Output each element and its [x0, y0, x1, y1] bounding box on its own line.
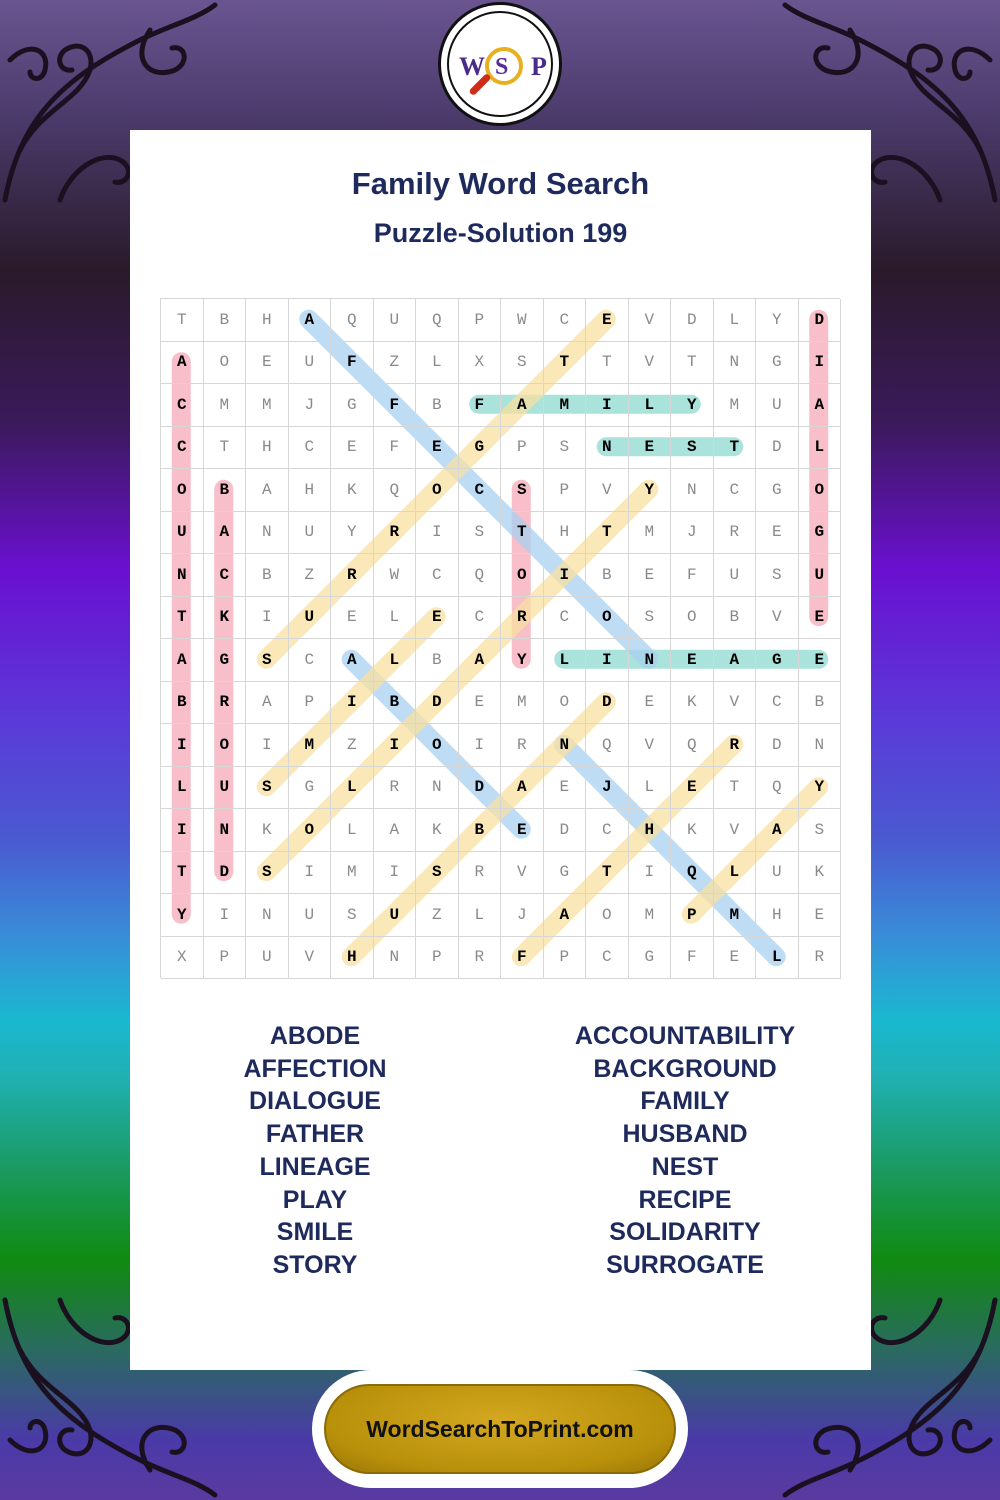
grid-cell: E: [671, 767, 714, 810]
grid-cell: F: [671, 937, 714, 980]
grid-cell: E: [459, 682, 502, 725]
grid-cell: U: [374, 894, 417, 937]
grid-cell: Y: [799, 767, 842, 810]
grid-cell: A: [246, 469, 289, 512]
grid-cell: L: [714, 852, 757, 895]
grid-cell: Y: [629, 469, 672, 512]
grid-cell: P: [544, 937, 587, 980]
grid-cell: V: [756, 597, 799, 640]
grid-cell: E: [799, 894, 842, 937]
word-list-right: [500, 1020, 870, 1282]
grid-cell: S: [671, 427, 714, 470]
grid-cell: B: [204, 299, 247, 342]
grid-cell: I: [161, 809, 204, 852]
grid-cell: T: [161, 597, 204, 640]
grid-cell: C: [204, 554, 247, 597]
grid-cell: K: [671, 682, 714, 725]
grid-cell: K: [799, 852, 842, 895]
grid-cell: Y: [671, 384, 714, 427]
grid-cell: Y: [161, 894, 204, 937]
grid-cell: N: [161, 554, 204, 597]
grid-cell: I: [586, 384, 629, 427]
grid-cell: S: [629, 597, 672, 640]
grid-cell: C: [161, 427, 204, 470]
grid-cell: O: [544, 682, 587, 725]
grid-cell: Q: [374, 469, 417, 512]
grid-cell: T: [544, 342, 587, 385]
grid-cell: U: [161, 512, 204, 555]
grid-cell: Z: [416, 894, 459, 937]
grid-cell: F: [501, 937, 544, 980]
grid-cell: E: [756, 512, 799, 555]
letter-cells: [160, 298, 840, 978]
grid-cell: L: [331, 809, 374, 852]
grid-cell: N: [671, 469, 714, 512]
grid-cell: T: [586, 342, 629, 385]
grid-cell: G: [331, 384, 374, 427]
grid-cell: Q: [331, 299, 374, 342]
grid-cell: E: [714, 937, 757, 980]
grid-cell: U: [799, 554, 842, 597]
grid-cell: E: [246, 342, 289, 385]
grid-cell: C: [289, 427, 332, 470]
grid-cell: U: [289, 894, 332, 937]
grid-cell: L: [799, 427, 842, 470]
grid-cell: Q: [586, 724, 629, 767]
grid-cell: V: [629, 724, 672, 767]
grid-cell: G: [289, 767, 332, 810]
grid-cell: E: [799, 639, 842, 682]
grid-cell: C: [289, 639, 332, 682]
grid-cell: I: [246, 724, 289, 767]
word-item: NEST: [651, 1152, 719, 1181]
grid-cell: V: [586, 469, 629, 512]
grid-cell: G: [756, 639, 799, 682]
grid-cell: C: [161, 384, 204, 427]
grid-cell: E: [416, 427, 459, 470]
grid-cell: G: [629, 937, 672, 980]
grid-cell: Q: [671, 724, 714, 767]
word-item: HUSBAND: [622, 1120, 748, 1149]
grid-cell: Z: [374, 342, 417, 385]
grid-cell: W: [501, 299, 544, 342]
grid-cell: I: [544, 554, 587, 597]
grid-cell: U: [204, 767, 247, 810]
grid-cell: R: [374, 512, 417, 555]
word-item: SOLIDARITY: [609, 1218, 761, 1247]
grid-cell: G: [204, 639, 247, 682]
grid-cell: S: [501, 342, 544, 385]
grid-cell: N: [586, 427, 629, 470]
grid-cell: I: [161, 724, 204, 767]
grid-cell: Q: [756, 767, 799, 810]
grid-cell: E: [629, 682, 672, 725]
grid-cell: M: [501, 682, 544, 725]
word-item: DIALOGUE: [249, 1087, 381, 1116]
grid-cell: N: [544, 724, 587, 767]
grid-cell: I: [246, 597, 289, 640]
grid-cell: P: [671, 894, 714, 937]
grid-cell: G: [756, 342, 799, 385]
word-item: ACCOUNTABILITY: [574, 1022, 796, 1050]
grid-cell: J: [586, 767, 629, 810]
grid-cell: L: [416, 342, 459, 385]
grid-cell: E: [629, 554, 672, 597]
grid-cell: T: [714, 427, 757, 470]
grid-cell: O: [586, 597, 629, 640]
grid-cell: A: [501, 767, 544, 810]
grid-cell: S: [501, 469, 544, 512]
word-item: SMILE: [276, 1218, 354, 1247]
grid-cell: W: [374, 554, 417, 597]
grid-cell: A: [714, 639, 757, 682]
grid-cell: D: [416, 682, 459, 725]
word-item: PLAY: [282, 1185, 348, 1214]
grid-cell: U: [756, 384, 799, 427]
grid-cell: H: [544, 512, 587, 555]
grid-cell: V: [714, 682, 757, 725]
grid-cell: M: [714, 384, 757, 427]
grid-cell: C: [416, 554, 459, 597]
grid-cell: S: [544, 427, 587, 470]
grid-cell: G: [799, 512, 842, 555]
grid-cell: T: [501, 512, 544, 555]
grid-cell: D: [544, 809, 587, 852]
grid-cell: B: [204, 469, 247, 512]
grid-cell: R: [501, 597, 544, 640]
grid-cell: R: [714, 724, 757, 767]
word-item: ABODE: [269, 1022, 361, 1050]
word-item: STORY: [272, 1250, 358, 1279]
grid-cell: C: [756, 682, 799, 725]
grid-cell: I: [204, 894, 247, 937]
grid-cell: N: [629, 639, 672, 682]
word-item: FAMILY: [640, 1087, 730, 1116]
grid-cell: U: [374, 299, 417, 342]
grid-cell: B: [799, 682, 842, 725]
grid-cell: C: [544, 597, 587, 640]
grid-cell: F: [331, 342, 374, 385]
grid-cell: Q: [459, 554, 502, 597]
site-link-button[interactable]: WordSearchToPrint.com: [324, 1384, 676, 1474]
grid-cell: L: [756, 937, 799, 980]
grid-cell: R: [714, 512, 757, 555]
word-item: BACKGROUND: [593, 1054, 777, 1083]
grid-cell: N: [416, 767, 459, 810]
grid-cell: L: [714, 299, 757, 342]
grid-cell: T: [204, 427, 247, 470]
grid-cell: I: [459, 724, 502, 767]
grid-cell: H: [289, 469, 332, 512]
grid-cell: A: [544, 894, 587, 937]
grid-cell: Q: [416, 299, 459, 342]
grid-cell: J: [501, 894, 544, 937]
grid-cell: E: [799, 597, 842, 640]
grid-cell: I: [629, 852, 672, 895]
grid-cell: L: [161, 767, 204, 810]
grid-cell: V: [629, 342, 672, 385]
grid-cell: U: [756, 852, 799, 895]
grid-cell: R: [331, 554, 374, 597]
grid-cell: I: [374, 852, 417, 895]
grid-cell: O: [586, 894, 629, 937]
grid-cell: Y: [756, 299, 799, 342]
grid-cell: K: [204, 597, 247, 640]
grid-cell: U: [289, 597, 332, 640]
grid-cell: B: [459, 809, 502, 852]
grid-cell: B: [416, 639, 459, 682]
grid-cell: K: [416, 809, 459, 852]
grid-cell: H: [246, 299, 289, 342]
grid-cell: D: [756, 427, 799, 470]
grid-cell: Z: [289, 554, 332, 597]
grid-cell: A: [289, 299, 332, 342]
grid-cell: D: [459, 767, 502, 810]
grid-cell: S: [799, 809, 842, 852]
grid-cell: O: [161, 469, 204, 512]
grid-cell: S: [416, 852, 459, 895]
grid-cell: B: [586, 554, 629, 597]
grid-cell: L: [374, 639, 417, 682]
grid-cell: E: [501, 809, 544, 852]
grid-cell: U: [246, 937, 289, 980]
grid-cell: O: [416, 469, 459, 512]
grid-cell: F: [374, 384, 417, 427]
grid-cell: A: [161, 342, 204, 385]
grid-cell: B: [161, 682, 204, 725]
grid-cell: M: [331, 852, 374, 895]
grid-cell: P: [204, 937, 247, 980]
grid-cell: Q: [671, 852, 714, 895]
grid-cell: I: [799, 342, 842, 385]
grid-cell: V: [501, 852, 544, 895]
grid-cell: E: [671, 639, 714, 682]
grid-cell: A: [374, 809, 417, 852]
puzzle-card: [130, 130, 871, 1370]
grid-cell: R: [501, 724, 544, 767]
grid-cell: A: [161, 639, 204, 682]
grid-cell: N: [204, 809, 247, 852]
grid-cell: C: [586, 809, 629, 852]
grid-cell: E: [544, 767, 587, 810]
grid-cell: D: [799, 299, 842, 342]
page-title: Family Word Search: [351, 166, 650, 201]
grid-cell: J: [671, 512, 714, 555]
grid-cell: C: [459, 469, 502, 512]
grid-cell: P: [416, 937, 459, 980]
word-item: LINEAGE: [259, 1152, 371, 1181]
grid-cell: T: [161, 852, 204, 895]
grid-cell: A: [204, 512, 247, 555]
word-item: AFFECTION: [243, 1054, 387, 1083]
grid-cell: O: [416, 724, 459, 767]
logo-ring: [447, 11, 553, 117]
logo-letter-p: P: [531, 52, 547, 81]
grid-cell: O: [204, 342, 247, 385]
grid-cell: P: [544, 469, 587, 512]
grid-cell: L: [459, 894, 502, 937]
grid-cell: P: [501, 427, 544, 470]
word-item: SURROGATE: [606, 1250, 764, 1279]
grid-cell: S: [331, 894, 374, 937]
grid-cell: D: [671, 299, 714, 342]
grid-cell: E: [416, 597, 459, 640]
grid-cell: C: [459, 597, 502, 640]
grid-cell: I: [289, 852, 332, 895]
grid-cell: H: [246, 427, 289, 470]
grid-cell: A: [331, 639, 374, 682]
grid-cell: A: [799, 384, 842, 427]
grid-cell: R: [459, 852, 502, 895]
grid-cell: G: [756, 469, 799, 512]
grid-cell: B: [246, 554, 289, 597]
grid-cell: M: [204, 384, 247, 427]
grid-cell: M: [629, 894, 672, 937]
grid-cell: V: [289, 937, 332, 980]
grid-cell: A: [459, 639, 502, 682]
grid-cell: V: [629, 299, 672, 342]
grid-cell: C: [586, 937, 629, 980]
grid-cell: S: [246, 852, 289, 895]
grid-cell: N: [799, 724, 842, 767]
grid-cell: M: [714, 894, 757, 937]
grid-cell: L: [331, 767, 374, 810]
grid-cell: M: [246, 384, 289, 427]
grid-cell: I: [374, 724, 417, 767]
grid-cell: N: [246, 894, 289, 937]
grid-cell: J: [289, 384, 332, 427]
grid-cell: H: [629, 809, 672, 852]
grid-cell: A: [246, 682, 289, 725]
grid-cell: B: [374, 682, 417, 725]
grid-cell: X: [459, 342, 502, 385]
page-subtitle: Puzzle-Solution 199: [373, 218, 628, 248]
grid-cell: K: [671, 809, 714, 852]
grid-cell: K: [331, 469, 374, 512]
grid-cell: O: [671, 597, 714, 640]
grid-cell: M: [544, 384, 587, 427]
grid-cell: T: [161, 299, 204, 342]
site-badge: [312, 1370, 688, 1488]
grid-cell: A: [501, 384, 544, 427]
grid-cell: T: [586, 852, 629, 895]
grid-cell: G: [544, 852, 587, 895]
grid-cell: S: [246, 767, 289, 810]
grid-cell: O: [204, 724, 247, 767]
grid-cell: B: [416, 384, 459, 427]
grid-cell: B: [714, 597, 757, 640]
grid-cell: M: [289, 724, 332, 767]
grid-cell: O: [799, 469, 842, 512]
grid-cell: P: [459, 299, 502, 342]
grid-cell: R: [459, 937, 502, 980]
grid-cell: N: [374, 937, 417, 980]
grid-cell: Y: [331, 512, 374, 555]
grid-cell: G: [459, 427, 502, 470]
grid-cell: L: [629, 767, 672, 810]
grid-cell: L: [629, 384, 672, 427]
grid-cell: L: [374, 597, 417, 640]
wsp-logo[interactable]: [438, 2, 562, 126]
grid-cell: D: [756, 724, 799, 767]
grid-cell: F: [374, 427, 417, 470]
word-item: RECIPE: [638, 1185, 732, 1214]
grid-cell: D: [204, 852, 247, 895]
grid-cell: P: [289, 682, 332, 725]
word-search-grid: [160, 298, 840, 978]
grid-cell: S: [756, 554, 799, 597]
grid-cell: U: [289, 512, 332, 555]
grid-cell: I: [586, 639, 629, 682]
grid-cell: X: [161, 937, 204, 980]
grid-cell: T: [586, 512, 629, 555]
grid-cell: Y: [501, 639, 544, 682]
grid-cell: U: [714, 554, 757, 597]
grid-cell: F: [459, 384, 502, 427]
grid-cell: V: [714, 809, 757, 852]
grid-cell: R: [204, 682, 247, 725]
grid-cell: E: [629, 427, 672, 470]
grid-cell: L: [544, 639, 587, 682]
grid-cell: Z: [331, 724, 374, 767]
grid-cell: O: [501, 554, 544, 597]
grid-cell: O: [289, 809, 332, 852]
logo-letter-s: S: [495, 54, 509, 80]
grid-cell: E: [331, 427, 374, 470]
grid-cell: I: [331, 682, 374, 725]
word-item: FATHER: [265, 1120, 365, 1149]
grid-cell: R: [374, 767, 417, 810]
grid-cell: N: [714, 342, 757, 385]
grid-cell: M: [629, 512, 672, 555]
grid-cell: N: [246, 512, 289, 555]
grid-cell: D: [586, 682, 629, 725]
grid-cell: C: [544, 299, 587, 342]
grid-cell: K: [246, 809, 289, 852]
word-list-left: [130, 1020, 500, 1282]
grid-cell: R: [799, 937, 842, 980]
grid-cell: H: [331, 937, 374, 980]
grid-cell: S: [459, 512, 502, 555]
grid-cell: F: [671, 554, 714, 597]
grid-cell: T: [671, 342, 714, 385]
grid-cell: E: [331, 597, 374, 640]
logo-letter-w: W: [459, 52, 485, 81]
grid-cell: T: [714, 767, 757, 810]
grid-cell: E: [586, 299, 629, 342]
grid-cell: C: [714, 469, 757, 512]
grid-cell: S: [246, 639, 289, 682]
grid-cell: H: [756, 894, 799, 937]
grid-cell: I: [416, 512, 459, 555]
grid-cell: A: [756, 809, 799, 852]
grid-cell: U: [289, 342, 332, 385]
